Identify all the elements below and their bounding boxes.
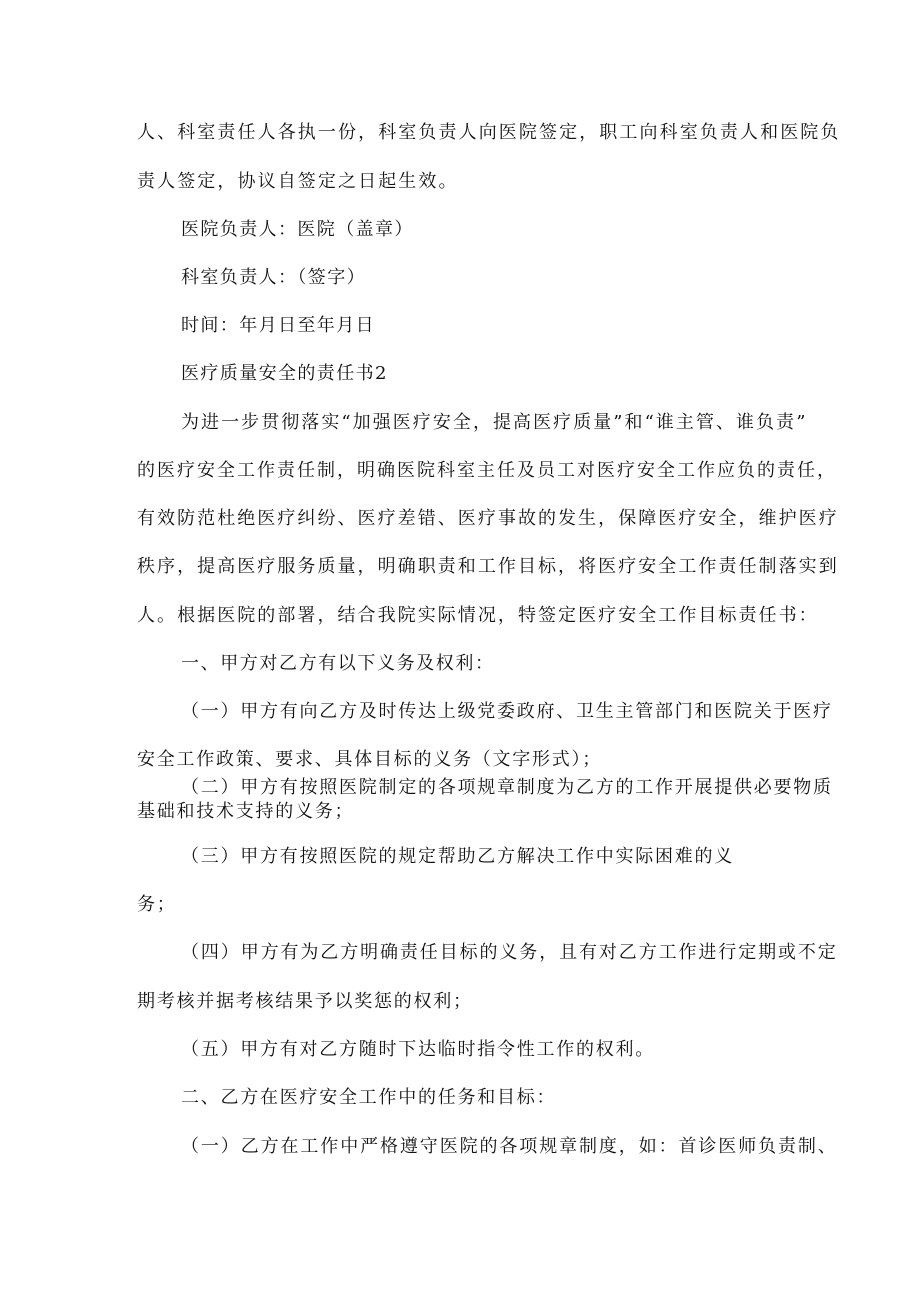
text-line: （四）甲方有为乙方明确责任目标的义务，且有对乙方工作进行定期或不定 — [181, 942, 838, 963]
text-line: 期考核并据考核结果予以奖惩的权利； — [137, 991, 473, 1012]
section-title: 医疗质量安全的责任书2 — [181, 363, 388, 384]
signature-line-hospital: 医院负责人：医院（盖章） — [181, 219, 414, 240]
signature-line-department: 科室负责人：（签字） — [181, 267, 366, 288]
date-line: 时间：年月日至年月日 — [181, 315, 375, 336]
text-line: 务； — [137, 894, 177, 915]
clause-heading: 一、甲方对乙方有以下义务及权利： — [181, 653, 495, 674]
text-line: 人、科室责任人各执一份，科室负责人向医院签定，职工向科室负责人和医院负 — [137, 122, 841, 143]
text-line: 的医疗安全工作责任制，明确医院科室主任及员工对医疗安全工作应负的责任， — [137, 460, 837, 481]
text-line: 人。根据医院的部署，结合我院实际情况，特签定医疗安全工作目标责任书： — [137, 605, 819, 626]
text-line: （一）甲方有向乙方及时传达上级党委政府、卫生主管部门和医院关于医疗 — [181, 701, 833, 722]
text-line: （二）甲方有按照医院制定的各项规章制度为乙方的工作开展提供必要物质 — [181, 777, 833, 798]
text-line: 有效防范杜绝医疗纠纷、医疗差错、医疗事故的发生，保障医疗安全，维护医疗 — [137, 508, 839, 529]
text-line: （五）甲方有对乙方随时下达临时指令性工作的权利。 — [181, 1039, 655, 1060]
text-line: 基础和技术支持的义务； — [137, 801, 355, 822]
text-line: 安全工作政策、要求、具体目标的义务（文字形式）； — [137, 749, 602, 770]
text-line: （三）甲方有按照医院的规定帮助乙方解决工作中实际困难的义 — [181, 846, 734, 867]
text-line: 秩序，提高医疗服务质量，明确职责和工作目标，将医疗安全工作责任制落实到 — [137, 556, 839, 577]
text-line: 责人签定，协议自签定之日起生效。 — [137, 171, 459, 192]
text-line: 为进一步贯彻落实“加强医疗安全，提高医疗质量”和“谁主管、谁负责” — [181, 412, 808, 433]
clause-heading: 二、乙方在医疗安全工作中的任务和目标： — [181, 1087, 557, 1108]
text-line: （一）乙方在工作中严格遵守医院的各项规章制度，如：首诊医师负责制、 — [181, 1136, 838, 1157]
